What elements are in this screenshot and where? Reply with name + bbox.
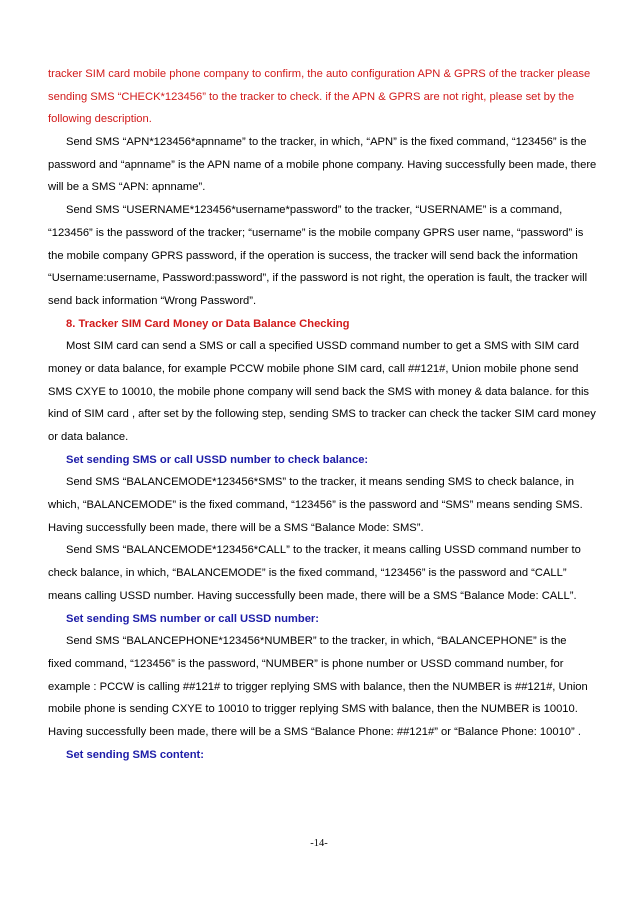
body-line: Having successfully been made, there will be a SMS “Balance Phone: ##121#” or “Balance Phone: 10010” . — [48, 725, 581, 738]
body-line: following description. — [48, 113, 152, 126]
subsection-heading: Set sending SMS or call USSD number to check balance: — [66, 453, 369, 466]
body-line: sending SMS “CHECK*123456” to the tracker to check. if the APN & GPRS are not right, please set by the — [48, 90, 575, 103]
body-line: send back information “Wrong Password”. — [48, 294, 257, 307]
body-line: fixed command, “123456” is the password, “NUMBER” is phone number or USSD command number, for — [48, 657, 564, 670]
body-line: Send SMS “BALANCEMODE*123456*SMS” to the tracker, it means sending SMS to check balance, in — [66, 476, 575, 489]
body-line: or data balance. — [48, 431, 129, 443]
page-number: -14- — [310, 838, 328, 849]
body-line: “123456” is the password of the tracker; “username” is the mobile company GPRS user name, “password” is — [48, 226, 584, 239]
body-line: kind of SIM card , after set by the following step, sending SMS to tracker can check the tacker SIM card money — [48, 408, 596, 421]
body-line: Most SIM card can send a SMS or call a specified USSD command number to get a SMS with SIM card — [66, 340, 579, 353]
body-line: Having successfully been made, there will be a SMS “Balance Mode: SMS”. — [48, 521, 424, 534]
subsection-heading: Set sending SMS number or call USSD number: — [66, 612, 320, 625]
body-line: example : PCCW is calling ##121# to trigger replying SMS with balance, then the NUMBER is ##121#, Union — [48, 680, 588, 693]
body-line: Send SMS “USERNAME*123456*username*password” to the tracker, “USERNAME” is a command, — [66, 204, 563, 217]
body-line: will be a SMS “APN: apnname”. — [48, 181, 206, 194]
section-heading: 8. Tracker SIM Card Money or Data Balance Checking — [66, 317, 350, 330]
subsection-heading: Set sending SMS content: — [66, 748, 204, 761]
body-line: check balance, in which, “BALANCEMODE” is the fixed command, “123456” is the password and “CALL” — [48, 567, 567, 580]
body-line: “Username:username, Password:password”, if the password is not right, the operation is fault, the tracker will — [48, 272, 588, 285]
body-line: Send SMS “BALANCEPHONE*123456*NUMBER” to the tracker, in which, “BALANCEPHONE” is the — [66, 635, 567, 648]
body-line: password and “apnname” is the APN name of a mobile phone company. Having successfully been made, there — [48, 158, 597, 171]
body-line: which, “BALANCEMODE” is the fixed command, “123456” is the password and “SMS” means sending SMS. — [48, 499, 583, 512]
body-line: money or data balance, for example PCCW mobile phone SIM card, call ##121#, Union mobile phone send — [48, 362, 579, 375]
body-line: Send SMS “BALANCEMODE*123456*CALL” to the tracker, it means calling USSD command number to — [66, 544, 581, 557]
body-line: Send SMS “APN*123456*apnname” to the tracker, in which, “APN” is the fixed command, “123456” is the — [66, 136, 587, 149]
page-body — [48, 63, 597, 766]
body-line: tracker SIM card mobile phone company to confirm, the auto configuration APN & GPRS of the tracker please — [48, 68, 591, 80]
body-line: mobile phone is sending CXYE to 10010 to trigger replying SMS with balance, then the NUMBER is 10010. — [48, 703, 578, 716]
body-line: SMS CXYE to 10010, the mobile phone company will send back the SMS with money & data balance. for this — [48, 385, 590, 398]
body-line: the mobile company GPRS password, if the operation is success, the tracker will send back the information — [48, 249, 578, 262]
body-line: means calling USSD number. Having successfully been made, there will be a SMS “Balance Mode: CALL”. — [48, 589, 577, 602]
